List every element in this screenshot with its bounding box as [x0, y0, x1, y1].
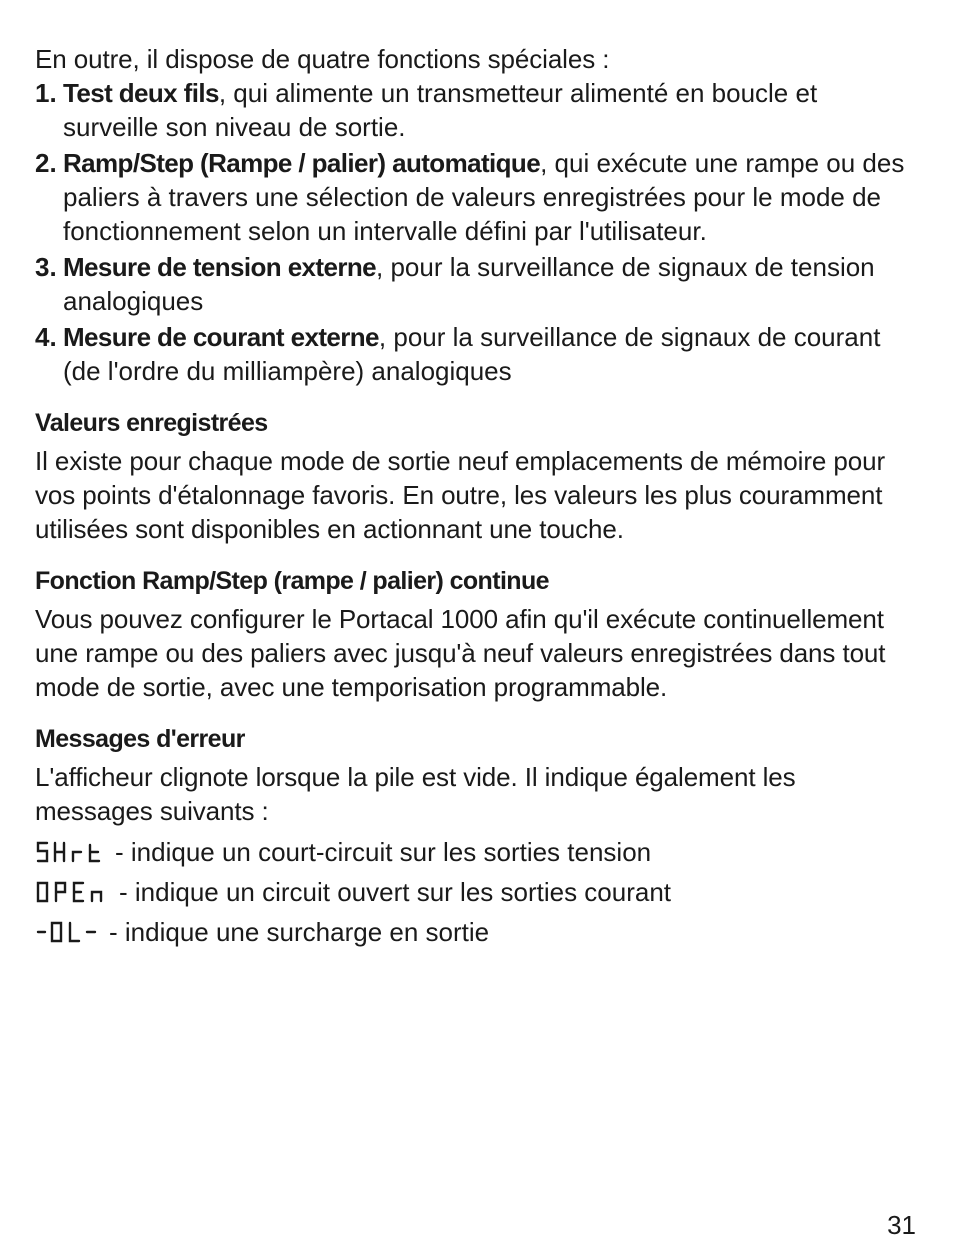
section-heading: Fonction Ramp/Step (rampe / palier) continue — [35, 567, 549, 595]
lcd-segment-icon — [35, 881, 111, 903]
lcd-code-ol — [35, 921, 101, 943]
feature-item — [35, 76, 915, 144]
error-message-item — [35, 872, 915, 912]
document-page — [35, 42, 915, 952]
feature-number: 3. — [35, 252, 57, 282]
feature-number: 1. — [35, 78, 57, 108]
page-number: 31 — [887, 1210, 916, 1240]
section-body: Vous pouvez configurer le Portacal 1000 afin qu'il exécute continuellement une rampe ou des paliers avec jusqu'à neuf valeurs enregistrées dans tout mode de sortie, avec une temporisation programmable. — [35, 604, 886, 702]
error-message-text: - indique un circuit ouvert sur les sorties courant — [119, 877, 672, 907]
feature-text: , qui exécute une rampe ou des paliers à travers une sélection de valeurs enregistrées pour le mode de fonctionnement selon un intervalle défini par l'utilisateur. — [63, 148, 905, 246]
section-ramp-step — [35, 564, 915, 704]
feature-number: 2. — [35, 148, 57, 178]
lcd-segment-icon — [35, 841, 107, 863]
lcd-code-open — [35, 881, 111, 903]
intro-text: En outre, il dispose de quatre fonctions spéciales : — [35, 44, 610, 74]
feature-title: Mesure de tension externe — [63, 252, 376, 282]
feature-number: 4. — [35, 322, 57, 352]
feature-title: Ramp/Step (Rampe / palier) automatique — [63, 148, 541, 178]
section-body: Il existe pour chaque mode de sortie neuf emplacements de mémoire pour vos points d'étalonnage favoris. En outre, les valeurs les plus couramment utilisées sont disponibles en actionnant une touche. — [35, 446, 886, 544]
section-heading: Messages d'erreur — [35, 725, 245, 753]
feature-item — [35, 146, 915, 248]
feature-text: , qui alimente un transmetteur alimenté en boucle et surveille son niveau de sortie. — [63, 78, 818, 142]
error-message-text: - indique un court-circuit sur les sorties tension — [115, 837, 652, 867]
section-heading: Valeurs enregistrées — [35, 409, 268, 437]
section-error-messages — [35, 722, 915, 952]
feature-list — [35, 76, 915, 388]
lcd-code-shrt — [35, 841, 107, 863]
section-body: L'afficheur clignote lorsque la pile est vide. Il indique également les messages suivants : — [35, 762, 796, 826]
lcd-segment-icon — [35, 921, 101, 943]
feature-title: Mesure de courant externe — [63, 322, 379, 352]
error-message-item — [35, 912, 915, 952]
error-message-item — [35, 832, 915, 872]
feature-item — [35, 320, 915, 388]
error-message-text: - indique une surcharge en sortie — [109, 917, 490, 947]
section-stored-values — [35, 406, 915, 546]
error-message-list — [35, 832, 915, 952]
feature-text: , pour la surveillance de signaux de courant (de l'ordre du milliampère) analogiques — [63, 322, 881, 386]
feature-item — [35, 250, 915, 318]
feature-title: Test deux fils — [63, 78, 219, 108]
feature-text: , pour la surveillance de signaux de tension analogiques — [63, 252, 875, 316]
